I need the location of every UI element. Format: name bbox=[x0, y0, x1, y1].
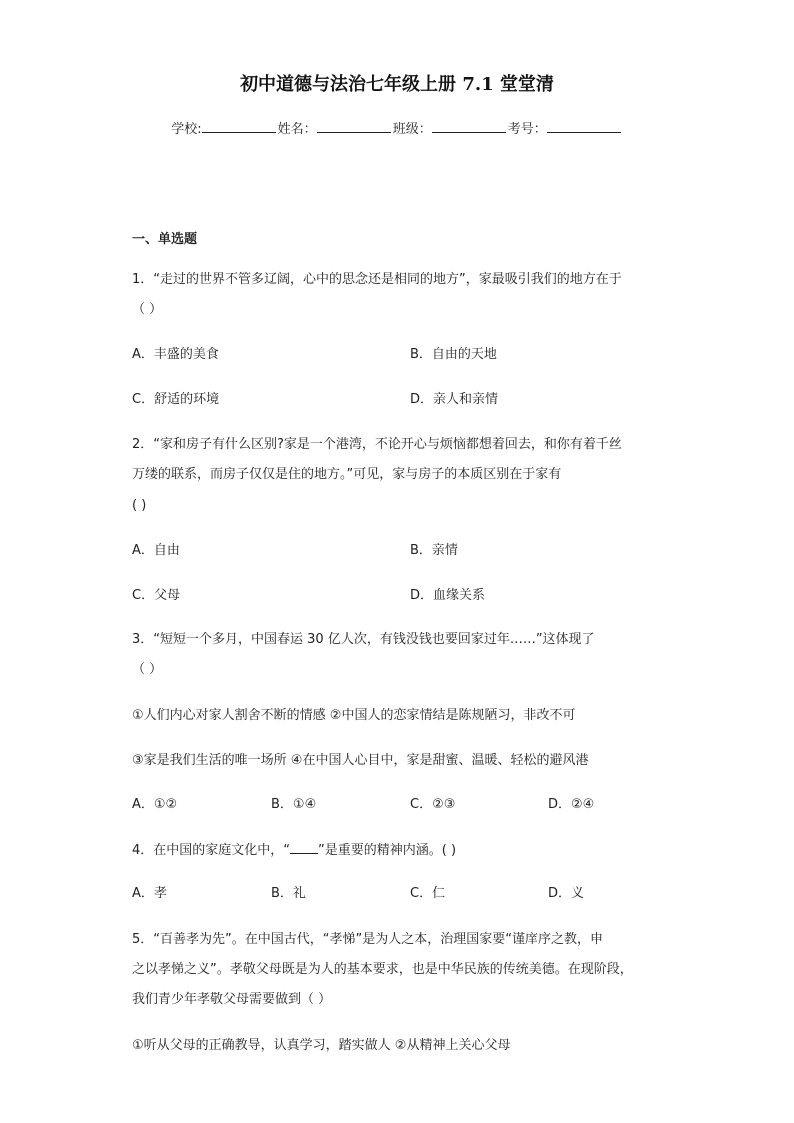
q5-stem-line2: 之以孝悌之义”。孝敬父母既是为人的基本要求，也是中华民族的传统美德。在现阶段， bbox=[132, 962, 633, 977]
q4-option-a: A．孝 bbox=[132, 886, 167, 901]
class-blank bbox=[432, 120, 506, 133]
q3-stem-line2: （ ） bbox=[132, 662, 163, 677]
name-label: 姓名： bbox=[277, 122, 317, 137]
q5-stem-line1: 5．“百善孝为先”。在中国古代，“孝悌”是为人之本，治理国家要“谨庠序之教，申 bbox=[132, 932, 603, 947]
q5-stem-line3: 我们青少年孝敬父母需要做到（ ） bbox=[132, 992, 332, 1007]
q3-option-d: D．②④ bbox=[548, 797, 595, 812]
q3-statement-line2: ③家是我们生活的唯一场所 ④在中国人心目中，家是甜蜜、温暖、轻松的避风港 bbox=[132, 753, 589, 768]
q1-option-d: D．亲人和亲情 bbox=[410, 392, 499, 407]
q2-stem-line1: 2．“家和房子有什么区别?家是一个港湾，不论开心与烦恼都想着回去，和你有着千丝 bbox=[132, 437, 622, 452]
page-title: 初中道德与法治七年级上册 7.1 堂堂清 bbox=[240, 74, 554, 95]
q4-stem-suffix: ”是重要的精神内涵。( ) bbox=[318, 843, 457, 858]
q3-stem-line1: 3．“短短一个多月，中国春运 30 亿人次，有钱没钱也要回家过年……”这体现了 bbox=[132, 632, 595, 647]
q2-option-b: B．亲情 bbox=[410, 543, 458, 558]
q2-option-d: D．血缘关系 bbox=[410, 588, 486, 603]
q1-stem-line2: （ ） bbox=[132, 302, 163, 317]
q2-option-c: C．父母 bbox=[132, 588, 181, 603]
exam-number-blank bbox=[547, 120, 621, 133]
q3-option-c: C．②③ bbox=[410, 797, 456, 812]
q2-option-a: A．自由 bbox=[132, 543, 180, 558]
q2-stem-line2: 万缕的联系，而房子仅仅是住的地方。”可见，家与房子的本质区别在于家有 bbox=[132, 467, 562, 482]
q3-option-b: B．①④ bbox=[271, 797, 317, 812]
school-label: 学校: bbox=[171, 122, 202, 137]
q1-option-c: C．舒适的环境 bbox=[132, 392, 220, 407]
q1-option-b: B．自由的天地 bbox=[410, 347, 497, 362]
q1-stem-line1: 1．“走过的世界不管多辽阔，心中的思念还是相同的地方”，家最吸引我们的地方在于 bbox=[132, 272, 622, 287]
section-heading: 一、单选题 bbox=[132, 232, 198, 247]
q4-stem-prefix: 4．在中国的家庭文化中，“ bbox=[132, 843, 291, 858]
name-blank bbox=[317, 120, 391, 133]
q4-option-c: C．仁 bbox=[410, 886, 446, 901]
q5-statement-line1: ①听从父母的正确教导，认真学习，踏实做人 ②从精神上关心父母 bbox=[132, 1038, 511, 1053]
q1-option-a: A．丰盛的美食 bbox=[132, 347, 219, 362]
q2-stem-line3: ( ) bbox=[132, 498, 147, 513]
q4-fill-blank bbox=[290, 841, 318, 854]
class-label: 班级： bbox=[392, 122, 432, 137]
q4-option-d: D．义 bbox=[548, 886, 585, 901]
student-info-row bbox=[0, 118, 794, 137]
school-blank bbox=[202, 120, 276, 133]
exam-number-label: 考号： bbox=[507, 122, 547, 137]
q3-statement-line1: ①人们内心对家人割舍不断的情感 ②中国人的恋家情结是陈规陋习，非改不可 bbox=[132, 708, 576, 723]
q4-option-b: B．礼 bbox=[271, 886, 306, 901]
q3-option-a: A．①② bbox=[132, 797, 178, 812]
q4-stem bbox=[132, 841, 456, 860]
